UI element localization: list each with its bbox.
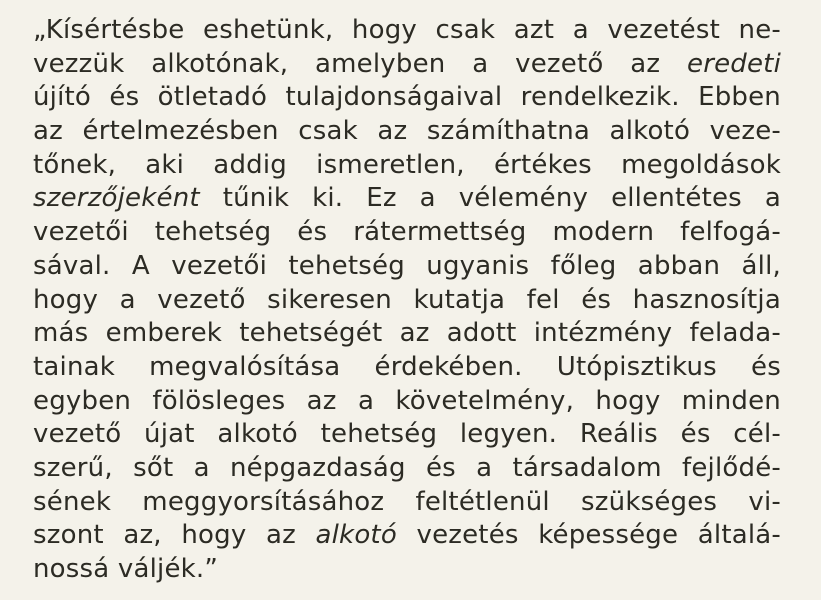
text-segment: vezető újat alkotó tehetség legyen. Reális és cél- xyxy=(33,419,781,450)
italic-text-segment: szerzőjeként xyxy=(33,183,200,214)
text-segment: hogy a vezető sikeresen kutatja fel és hasznosítja xyxy=(33,284,781,315)
text-line xyxy=(33,418,781,452)
text-line xyxy=(33,351,781,385)
text-line xyxy=(33,452,781,486)
italic-text-segment: eredeti xyxy=(687,48,781,79)
text-line xyxy=(33,149,781,183)
text-segment: vezetés képessége általá- xyxy=(396,520,781,551)
text-line xyxy=(33,486,781,520)
text-segment: szerű, sőt a népgazdaság és a társadalom fejlődé- xyxy=(33,452,781,483)
text-line xyxy=(33,14,781,48)
text-segment: tainak megvalósítása érdekében. Utópisztikus és xyxy=(33,351,781,382)
text-segment: szont az, hogy az xyxy=(33,520,316,551)
text-line xyxy=(33,284,781,318)
text-line xyxy=(33,115,781,149)
text-segment: „Kísértésbe eshetünk, hogy csak azt a vezetést ne- xyxy=(33,15,781,45)
text-line xyxy=(33,216,781,250)
text-line xyxy=(33,81,781,115)
text-segment: sének meggyorsításához feltétlenül szükséges vi- xyxy=(33,486,781,517)
text-segment: sával. A vezetői tehetség ugyanis főleg abban áll, xyxy=(33,250,781,281)
text-line xyxy=(33,48,781,82)
text-segment: vezzük alkotónak, amelyben a vezető az xyxy=(33,48,687,79)
text-segment: tűnik ki. Ez a vélemény ellentétes a xyxy=(199,183,781,214)
text-segment: az értelmezésben csak az számíthatna alkotó veze- xyxy=(33,116,781,147)
quote-paragraph xyxy=(33,14,781,587)
text-segment: más emberek tehetségét az adott intézmény felada- xyxy=(33,318,781,349)
text-line xyxy=(33,182,781,216)
text-line xyxy=(33,385,781,419)
text-line xyxy=(33,553,781,587)
text-segment: újító és ötletadó tulajdonságaival rendelkezik. Ebben xyxy=(33,82,781,113)
text-segment: tőnek, aki addig ismeretlen, értékes megoldások xyxy=(33,149,781,180)
text-line xyxy=(33,250,781,284)
text-line xyxy=(33,519,781,553)
text-segment: nossá váljék.” xyxy=(33,554,219,584)
text-line xyxy=(33,317,781,351)
text-segment: vezetői tehetség és rátermettség modern felfogá- xyxy=(33,217,781,248)
text-segment: egyben fölösleges az a követelmény, hogy minden xyxy=(33,385,781,416)
italic-text-segment: alkotó xyxy=(315,520,397,551)
